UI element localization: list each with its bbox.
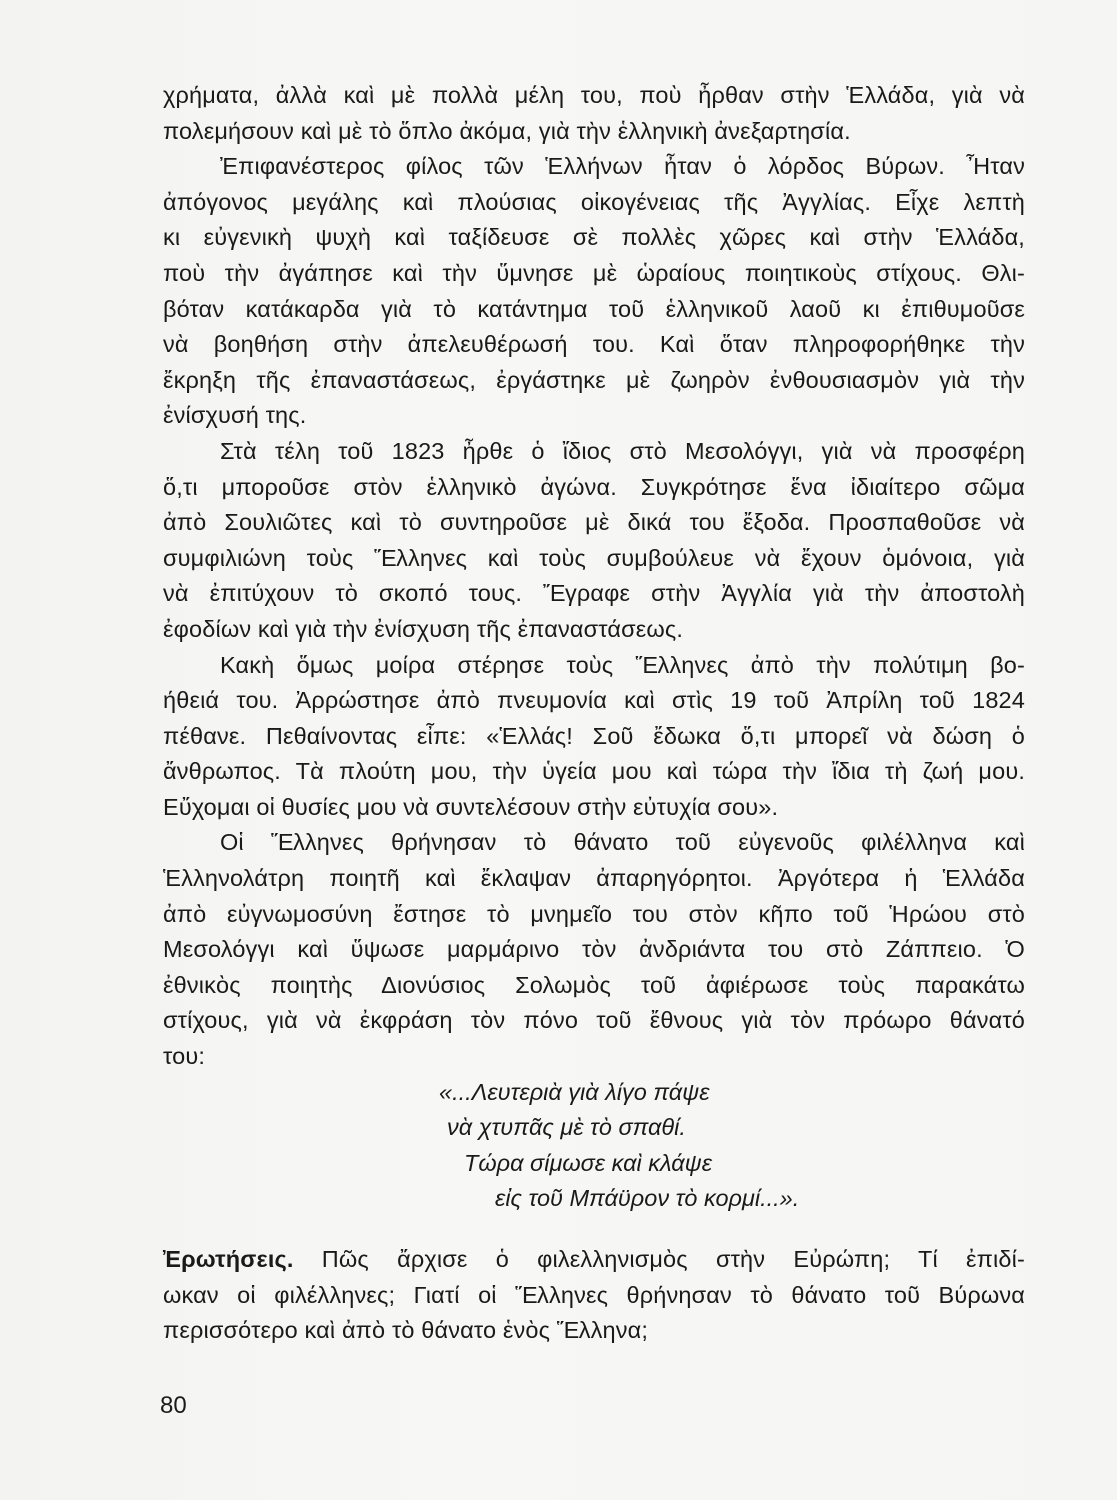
text-line: νὰ ἐπιτύχουν τὸ σκοπό τους. Ἔγραφε στὴν Ἀγγλία γιὰ τὴν ἀποστολὴ xyxy=(163,580,1025,607)
paragraph-3 xyxy=(163,434,1025,648)
text-line: περισσότερο καὶ ἀπὸ τὸ θάνατο ἑνὸς Ἕλληνα; xyxy=(163,1317,649,1344)
text-line: πολεμήσουν καὶ μὲ τὸ ὅπλο ἀκόμα, γιὰ τὴν ἑλληνικὴ ἀνεξαρτησία. xyxy=(163,117,851,144)
verse-line: Τώρα σίμωσε καὶ κλάψε xyxy=(464,1149,713,1176)
questions-heading: Ἐρωτήσεις. xyxy=(163,1246,294,1272)
text-line: ἐφοδίων καὶ γιὰ τὴν ἐνίσχυση τῆς ἐπαναστάσεως. xyxy=(163,615,684,642)
text-line: ἀπὸ Σουλιῶτες καὶ τὸ συντηροῦσε μὲ δικά του ἔξοδα. Προσπαθοῦσε νὰ xyxy=(163,509,1025,536)
paragraph-5 xyxy=(163,825,1025,1074)
text-line: Μεσολόγγι καὶ ὕψωσε μαρμάρινο τὸν ἀνδριάντα του στὸ Ζάππειο. Ὁ xyxy=(163,936,1025,963)
paragraph-1 xyxy=(163,78,1025,149)
text-line: Εὔχομαι οἱ θυσίες μου νὰ συντελέσουν στὴν εὐτυχία σου». xyxy=(163,793,779,820)
text-line: ἐθνικὸς ποιητὴς Διονύσιος Σολωμὸς τοῦ ἀφιέρωσε τοὺς παρακάτω xyxy=(163,971,1025,998)
text-line: χρήματα, ἀλλὰ καὶ μὲ πολλὰ μέλη του, ποὺ ἦρθαν στὴν Ἑλλάδα, γιὰ νὰ xyxy=(163,82,1025,108)
text-line: Ἐπιφανέστερος φίλος τῶν Ἑλλήνων ἦταν ὁ λόρδος Βύρων. Ἦταν xyxy=(220,153,1025,180)
questions-text: Πῶς ἄρχισε ὁ φιλελληνισμὸς στὴν Εὐρώπη; Τί ἐπιδί- xyxy=(321,1246,1025,1272)
text-line: Κακὴ ὅμως μοίρα στέρησε τοὺς Ἕλληνες ἀπὸ τὴν πολύτιμη βο- xyxy=(220,651,1025,678)
text-line: ἐνίσχυσή της. xyxy=(163,402,307,429)
text-line: Ἑλληνολάτρη ποιητῆ καὶ ἔκλαψαν ἀπαρηγόρητοι. Ἀργότερα ἡ Ἑλλάδα xyxy=(163,865,1025,892)
text-line: νὰ βοηθήση στὴν ἀπελευθέρωσή του. Καὶ ὅταν πληροφορήθηκε τὴν xyxy=(163,331,1025,358)
verse-line: «...Λευτεριὰ γιὰ λίγο πάψε xyxy=(439,1078,710,1105)
text-line: ἀπόγονος μεγάλης καὶ πλούσιας οἰκογένειας τῆς Ἀγγλίας. Εἶχε λεπτὴ xyxy=(163,188,1025,215)
verse-line: εἰς τοῦ Μπάϋρον τὸ κορμί...». xyxy=(495,1185,800,1212)
text-line: του: xyxy=(163,1043,206,1070)
text-line: κι εὐγενικὴ ψυχὴ καὶ ταξίδευσε σὲ πολλὲς χῶρες καὶ στὴν Ἑλλάδα, xyxy=(163,224,1025,251)
text-line: Οἱ Ἕλληνες θρήνησαν τὸ θάνατο τοῦ εὐγενοῦς φιλέλληνα καὶ xyxy=(220,829,1025,856)
text-line: στίχους, γιὰ νὰ ἐκφράση τὸν πόνο τοῦ ἔθνους γιὰ τὸν πρόωρο θάνατό xyxy=(163,1007,1025,1034)
paragraph-2 xyxy=(163,149,1025,434)
text-line: ἔκρηξη τῆς ἐπαναστάσεως, ἐργάστηκε μὲ ζωηρὸν ἐνθουσιασμὸν γιὰ τὴν xyxy=(163,366,1025,393)
text-line: Στὰ τέλη τοῦ 1823 ἦρθε ὁ ἴδιος στὸ Μεσολόγγι, γιὰ νὰ προσφέρη xyxy=(220,437,1025,464)
questions-first-line xyxy=(163,1242,1025,1278)
text-line: ἀπὸ εὐγνωμοσύνη ἔστησε τὸ μνημεῖο του στὸν κῆπο τοῦ Ἡρώου στὸ xyxy=(163,900,1025,927)
text-line: συμφιλιώνη τοὺς Ἕλληνες καὶ τοὺς συμβούλευε νὰ ἔχουν ὁμόνοια, γιὰ xyxy=(163,544,1025,571)
text-line: ποὺ τὴν ἀγάπησε καὶ τὴν ὕμνησε μὲ ὡραίους ποιητικοὺς στίχους. Θλι- xyxy=(163,259,1025,286)
paragraph-4 xyxy=(163,648,1025,826)
text-line: ωκαν οἱ φιλέλληνες; Γιατί οἱ Ἕλληνες θρήνησαν τὸ θάνατο τοῦ Βύρωνα xyxy=(163,1281,1025,1308)
verse-quote xyxy=(163,1075,1025,1217)
questions-section xyxy=(163,1242,1025,1349)
text-line: ήθειά του. Ἀρρώστησε ἀπὸ πνευμονία καὶ στὶς 19 τοῦ Ἀπρίλη τοῦ 1824 xyxy=(163,687,1025,714)
text-line: ὅ,τι μποροῦσε στὸν ἑλληνικὸ ἀγώνα. Συγκρότησε ἕνα ἰδιαίτερο σῶμα xyxy=(163,473,1025,500)
page-number: 80 xyxy=(160,1392,187,1419)
text-line: ἄνθρωπος. Τὰ πλούτη μου, τὴν ὑγεία μου καὶ τώρα τὴν ἴδια τὴ ζωή μου. xyxy=(163,758,1025,785)
text-line: βόταν κατάκαρδα γιὰ τὸ κατάντημα τοῦ ἑλληνικοῦ λαοῦ κι ἐπιθυμοῦσε xyxy=(163,295,1025,322)
text-line: πέθανε. Πεθαίνοντας εἶπε: «Ἑλλάς! Σοῦ ἔδωκα ὅ,τι μπορεῖ νὰ δώση ὁ xyxy=(163,722,1025,749)
body-text xyxy=(163,78,1025,1349)
verse-line: νὰ χτυπᾶς μὲ τὸ σπαθί. xyxy=(447,1114,686,1141)
